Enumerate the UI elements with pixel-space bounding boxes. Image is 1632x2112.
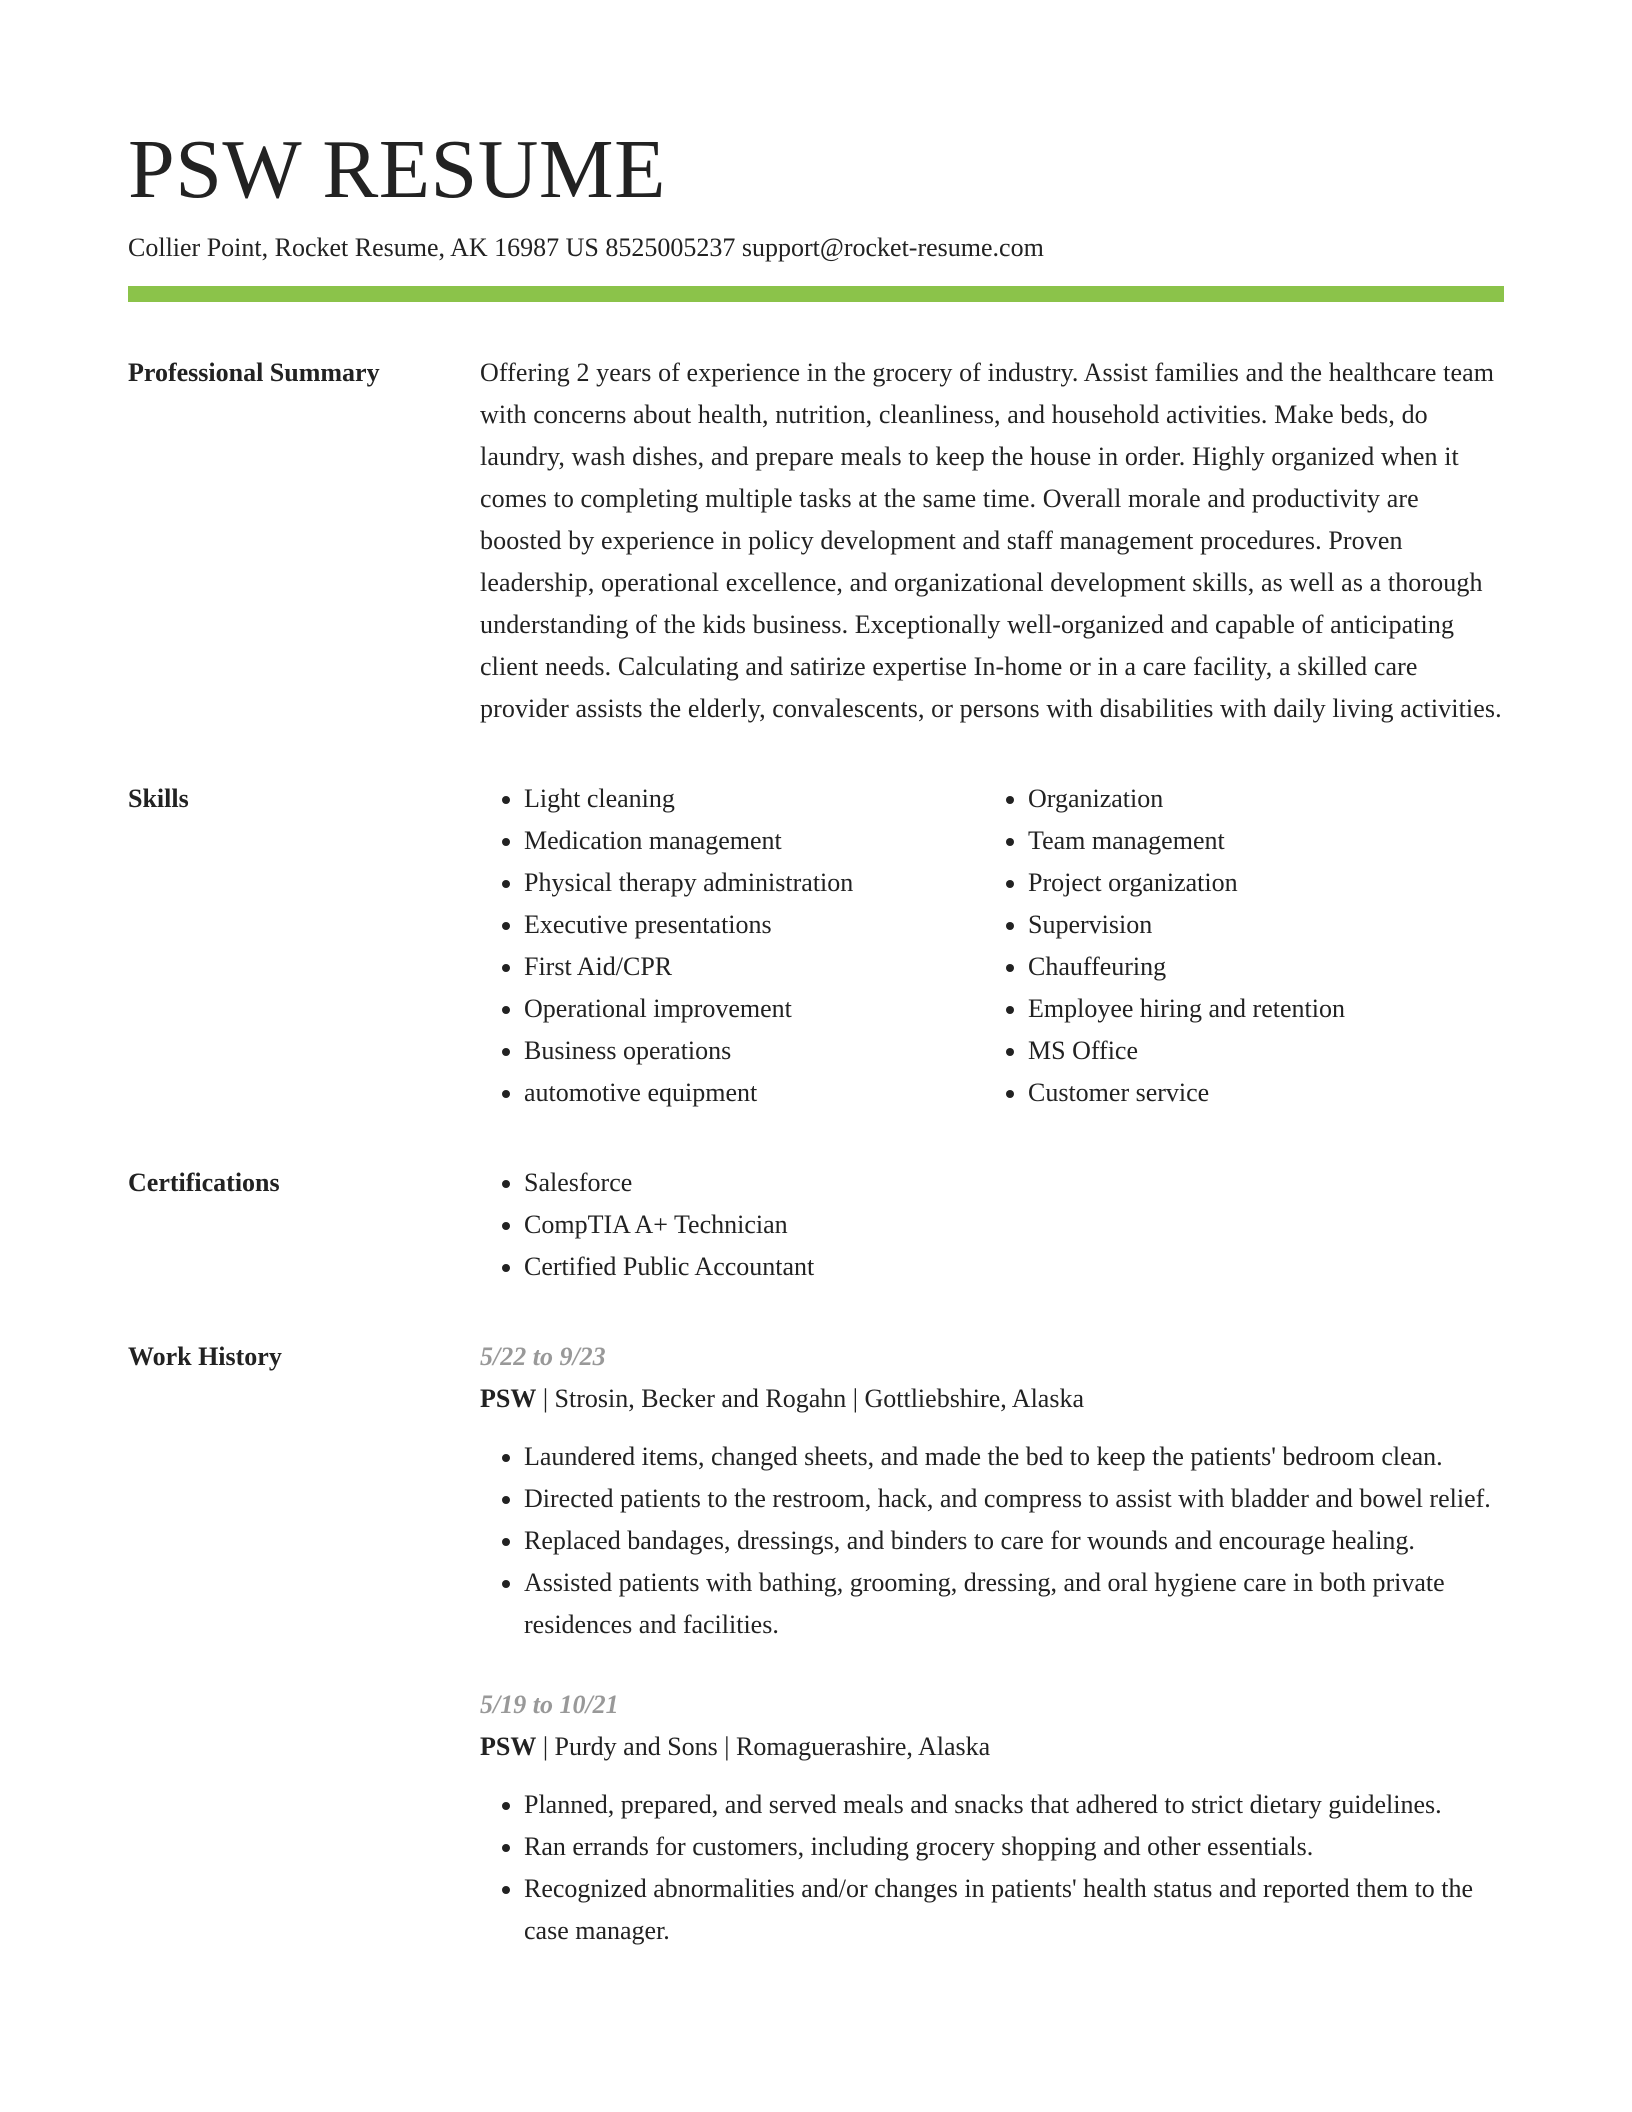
- skill-item: • automotive equipment: [524, 1072, 984, 1114]
- job-title-line: [480, 1378, 1504, 1420]
- skills-content: [480, 778, 1504, 1114]
- job-dates: 5/22 to 9/23: [480, 1342, 606, 1371]
- summary-content: [480, 352, 1504, 730]
- skill-item: • Supervision: [1028, 904, 1488, 946]
- skill-item: • Operational improvement: [524, 988, 984, 1030]
- job-role: PSW: [480, 1732, 537, 1761]
- skills-column-right: [984, 778, 1488, 1114]
- certifications-label: Certifications: [128, 1168, 280, 1197]
- summary-section: [128, 352, 1504, 730]
- skill-item: • Light cleaning: [524, 778, 984, 820]
- skill-item: • Physical therapy administration: [524, 862, 984, 904]
- certifications-content: [480, 1162, 1504, 1288]
- skill-item: • Chauffeuring: [1028, 946, 1488, 988]
- skills-list-left: [480, 778, 984, 1114]
- skill-item: • First Aid/CPR: [524, 946, 984, 988]
- accent-divider: [128, 286, 1504, 302]
- job-bullets: [480, 1784, 1504, 1952]
- job-title-line: [480, 1726, 1504, 1768]
- summary-text: Offering 2 years of experience in the grocery of industry. Assist families and the healthcare team with concerns about health, nutrition, cleanliness, and household activities. Make beds, do laundry, wash dishes, and prepare meals to keep the house in order. Highly organized when it comes to completing multiple tasks at the same time. Overall morale and productivity are boosted by experience in policy development and staff management procedures. Proven leadership, operational excellence, and organizational development skills, as well as a thorough understanding of the kids business. Exceptionally well-organized and capable of anticipating client needs. Calculating and satirize expertise In-home or in a care facility, a skilled care provider assists the elderly, convalescents, or persons with disabilities with daily living activities.: [480, 358, 1502, 723]
- certifications-section: [128, 1162, 1504, 1288]
- job-bullet: • Ran errands for customers, including grocery shopping and other essentials.: [524, 1826, 1504, 1868]
- skill-item: • Business operations: [524, 1030, 984, 1072]
- skills-section: [128, 778, 1504, 1114]
- skill-item: • Employee hiring and retention: [1028, 988, 1488, 1030]
- skill-item: • Medication management: [524, 820, 984, 862]
- job-bullet: • Assisted patients with bathing, grooming, dressing, and oral hygiene care in both private residences and facilities.: [524, 1562, 1504, 1646]
- job-bullet: • Planned, prepared, and served meals and snacks that adhered to strict dietary guidelines.: [524, 1784, 1504, 1826]
- job-entry: [480, 1336, 1504, 1646]
- certification-item: • Salesforce: [524, 1162, 1504, 1204]
- job-bullets: [480, 1436, 1504, 1646]
- summary-label: Professional Summary: [128, 358, 380, 387]
- skill-item: • Project organization: [1028, 862, 1488, 904]
- work-history-content: [480, 1336, 1504, 1952]
- skills-list-right: [984, 778, 1488, 1114]
- skill-item: • Executive presentations: [524, 904, 984, 946]
- work-history-label: Work History: [128, 1342, 282, 1371]
- skill-item: • Team management: [1028, 820, 1488, 862]
- skill-item: • Organization: [1028, 778, 1488, 820]
- resume-page: [128, 120, 1504, 1952]
- job-employer-location: | Purdy and Sons | Romaguerashire, Alaska: [536, 1732, 991, 1761]
- resume-title: PSW RESUME: [128, 123, 666, 216]
- skills-label: Skills: [128, 784, 189, 813]
- job-role: PSW: [480, 1384, 537, 1413]
- certification-item: • Certified Public Accountant: [524, 1246, 1504, 1288]
- skill-item: • MS Office: [1028, 1030, 1488, 1072]
- job-bullet: • Laundered items, changed sheets, and made the bed to keep the patients' bedroom clean.: [524, 1436, 1504, 1478]
- certifications-list: [480, 1162, 1504, 1288]
- work-history-section: [128, 1336, 1504, 1952]
- skills-column-left: [480, 778, 984, 1114]
- job-bullet: • Recognized abnormalities and/or changes in patients' health status and reported them to the case manager.: [524, 1868, 1504, 1952]
- job-bullet: • Directed patients to the restroom, hack, and compress to assist with bladder and bowel relief.: [524, 1478, 1504, 1520]
- job-dates: 5/19 to 10/21: [480, 1690, 619, 1719]
- skill-item: • Customer service: [1028, 1072, 1488, 1114]
- job-employer-location: | Strosin, Becker and Rogahn | Gottliebshire, Alaska: [536, 1384, 1084, 1413]
- contact-line: Collier Point, Rocket Resume, AK 16987 US 8525005237 support@rocket-resume.com: [128, 233, 1044, 262]
- job-bullet: • Replaced bandages, dressings, and binders to care for wounds and encourage healing.: [524, 1520, 1504, 1562]
- certification-item: • CompTIA A+ Technician: [524, 1204, 1504, 1246]
- job-entry: [480, 1684, 1504, 1952]
